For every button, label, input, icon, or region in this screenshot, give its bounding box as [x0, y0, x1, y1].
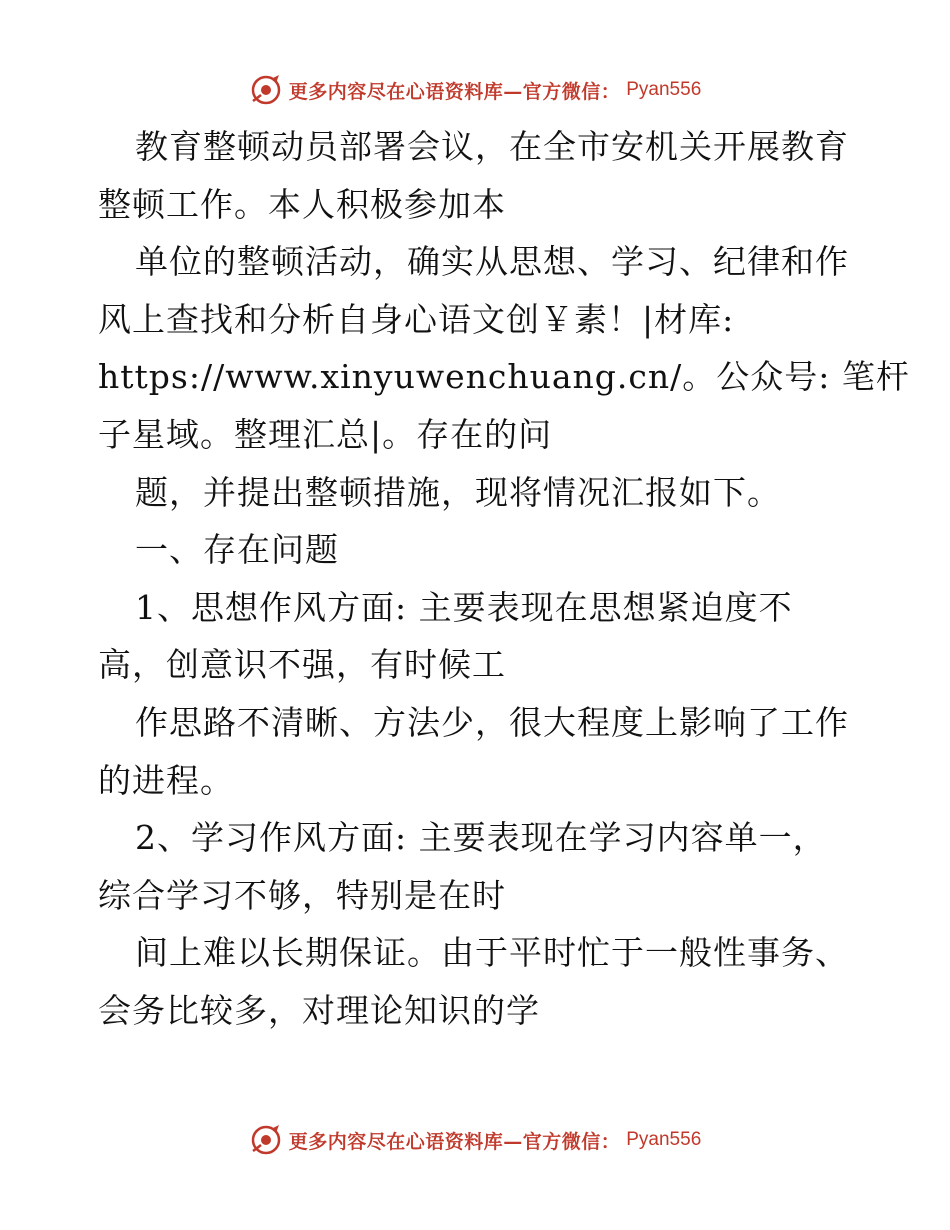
text-line: 一、存在问题 — [135, 530, 339, 570]
document-body — [98, 118, 910, 1040]
text-line: 风上查找和分析自身心语文创￥素！|材库: — [98, 299, 735, 339]
banner-wechat-id: Pyan556 — [626, 79, 702, 100]
text-line: 间上难以长期保证。由于平时忙于一般性事务、 — [135, 933, 849, 973]
text-line: https://www.xinyuwenchuang.cn/。公众号: 笔杆 — [98, 357, 910, 397]
text-line: 单位的整顿活动，确实从思想、学习、纪律和作 — [135, 242, 849, 282]
text-line: 1、思想作风方面: 主要表现在思想紧迫度不 — [135, 587, 793, 627]
text-line: 高，创意识不强，有时候工 — [98, 645, 506, 685]
text-line: 教育整顿动员部署会议，在全市安机关开展教育 — [135, 127, 849, 166]
banner-wechat-id: Pyan556 — [626, 1129, 702, 1150]
banner-text: 更多内容尽在心语资料库—官方微信： — [288, 80, 621, 103]
pen-logo-icon — [249, 73, 283, 107]
text-line: 综合学习不够，特别是在时 — [98, 875, 506, 915]
text-line: 作思路不清晰、方法少，很大程度上影响了工作 — [135, 702, 849, 742]
text-line: 的进程。 — [98, 760, 234, 800]
text-line: 整顿工作。本人积极参加本 — [98, 184, 506, 224]
text-line: 题，并提出整顿措施，现将情况汇报如下。 — [135, 472, 781, 512]
footer-watermark-banner — [0, 1120, 950, 1160]
header-watermark-banner — [0, 70, 950, 110]
pen-logo-icon — [249, 1123, 283, 1157]
text-line: 2、学习作风方面: 主要表现在学习内容单一， — [135, 818, 827, 858]
text-line: 子星域。整理汇总|。存在的问 — [98, 414, 553, 454]
banner-text: 更多内容尽在心语资料库—官方微信： — [288, 1130, 621, 1153]
text-line: 会务比较多，对理论知识的学 — [98, 990, 540, 1030]
